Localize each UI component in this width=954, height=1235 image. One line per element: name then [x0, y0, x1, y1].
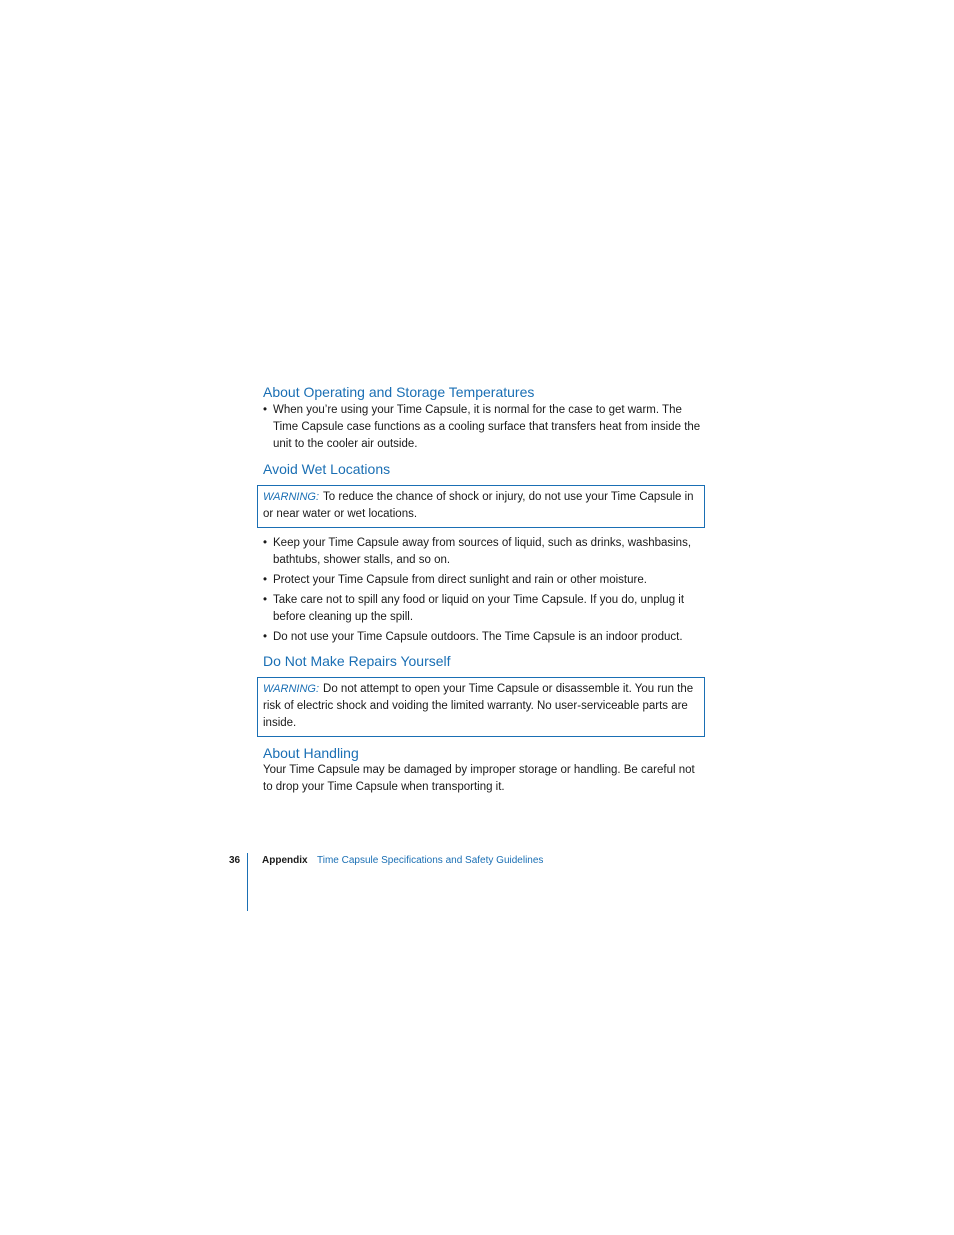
- page-footer: [228, 853, 628, 913]
- warning-box-repairs: [257, 677, 705, 737]
- heading-repairs: Do Not Make Repairs Yourself: [263, 653, 451, 669]
- heading-temperatures: About Operating and Storage Temperatures: [263, 384, 535, 400]
- list-item: • Do not use your Time Capsule outdoors. The Time Capsule is an indoor product.: [263, 629, 705, 646]
- wet-list: [263, 535, 705, 646]
- list-item: • Take care not to spill any food or liquid on your Time Capsule. If you do, unplug it before cleaning up the spill.: [263, 592, 705, 626]
- list-item: • When you’re using your Time Capsule, it is normal for the case to get warm. The Time Capsule case functions as a cooling surface that transfers heat from inside the unit to the cooler air outside.: [263, 402, 705, 453]
- footer-divider: [247, 853, 248, 911]
- footer-chapter-title: Time Capsule Specifications and Safety Guidelines: [317, 855, 544, 866]
- heading-handling: About Handling: [263, 745, 359, 761]
- warning-label: WARNING:: [263, 491, 320, 503]
- warning-text: To reduce the chance of shock or injury, do not use your Time Capsule in or near water or wet locations.: [263, 491, 694, 520]
- heading-wet-locations: Avoid Wet Locations: [263, 461, 391, 477]
- warning-box-wet: [257, 485, 705, 528]
- footer-section-label: Appendix: [262, 855, 308, 866]
- page-number: 36: [229, 855, 241, 866]
- list-item: • Protect your Time Capsule from direct sunlight and rain or other moisture.: [263, 572, 705, 589]
- handling-body: Your Time Capsule may be damaged by improper storage or handling. Be careful not to drop your Time Capsule when transporting it.: [263, 764, 695, 793]
- warning-label: WARNING:: [263, 683, 320, 695]
- list-item: • Keep your Time Capsule away from sources of liquid, such as drinks, washbasins, bathtubs, shower stalls, and so on.: [263, 535, 705, 569]
- warning-text: Do not attempt to open your Time Capsule or disassemble it. You run the risk of electric shock and voiding the limited warranty. No user-serviceable parts are inside.: [263, 683, 694, 729]
- page-content: [263, 383, 705, 796]
- temperatures-list: [263, 402, 705, 453]
